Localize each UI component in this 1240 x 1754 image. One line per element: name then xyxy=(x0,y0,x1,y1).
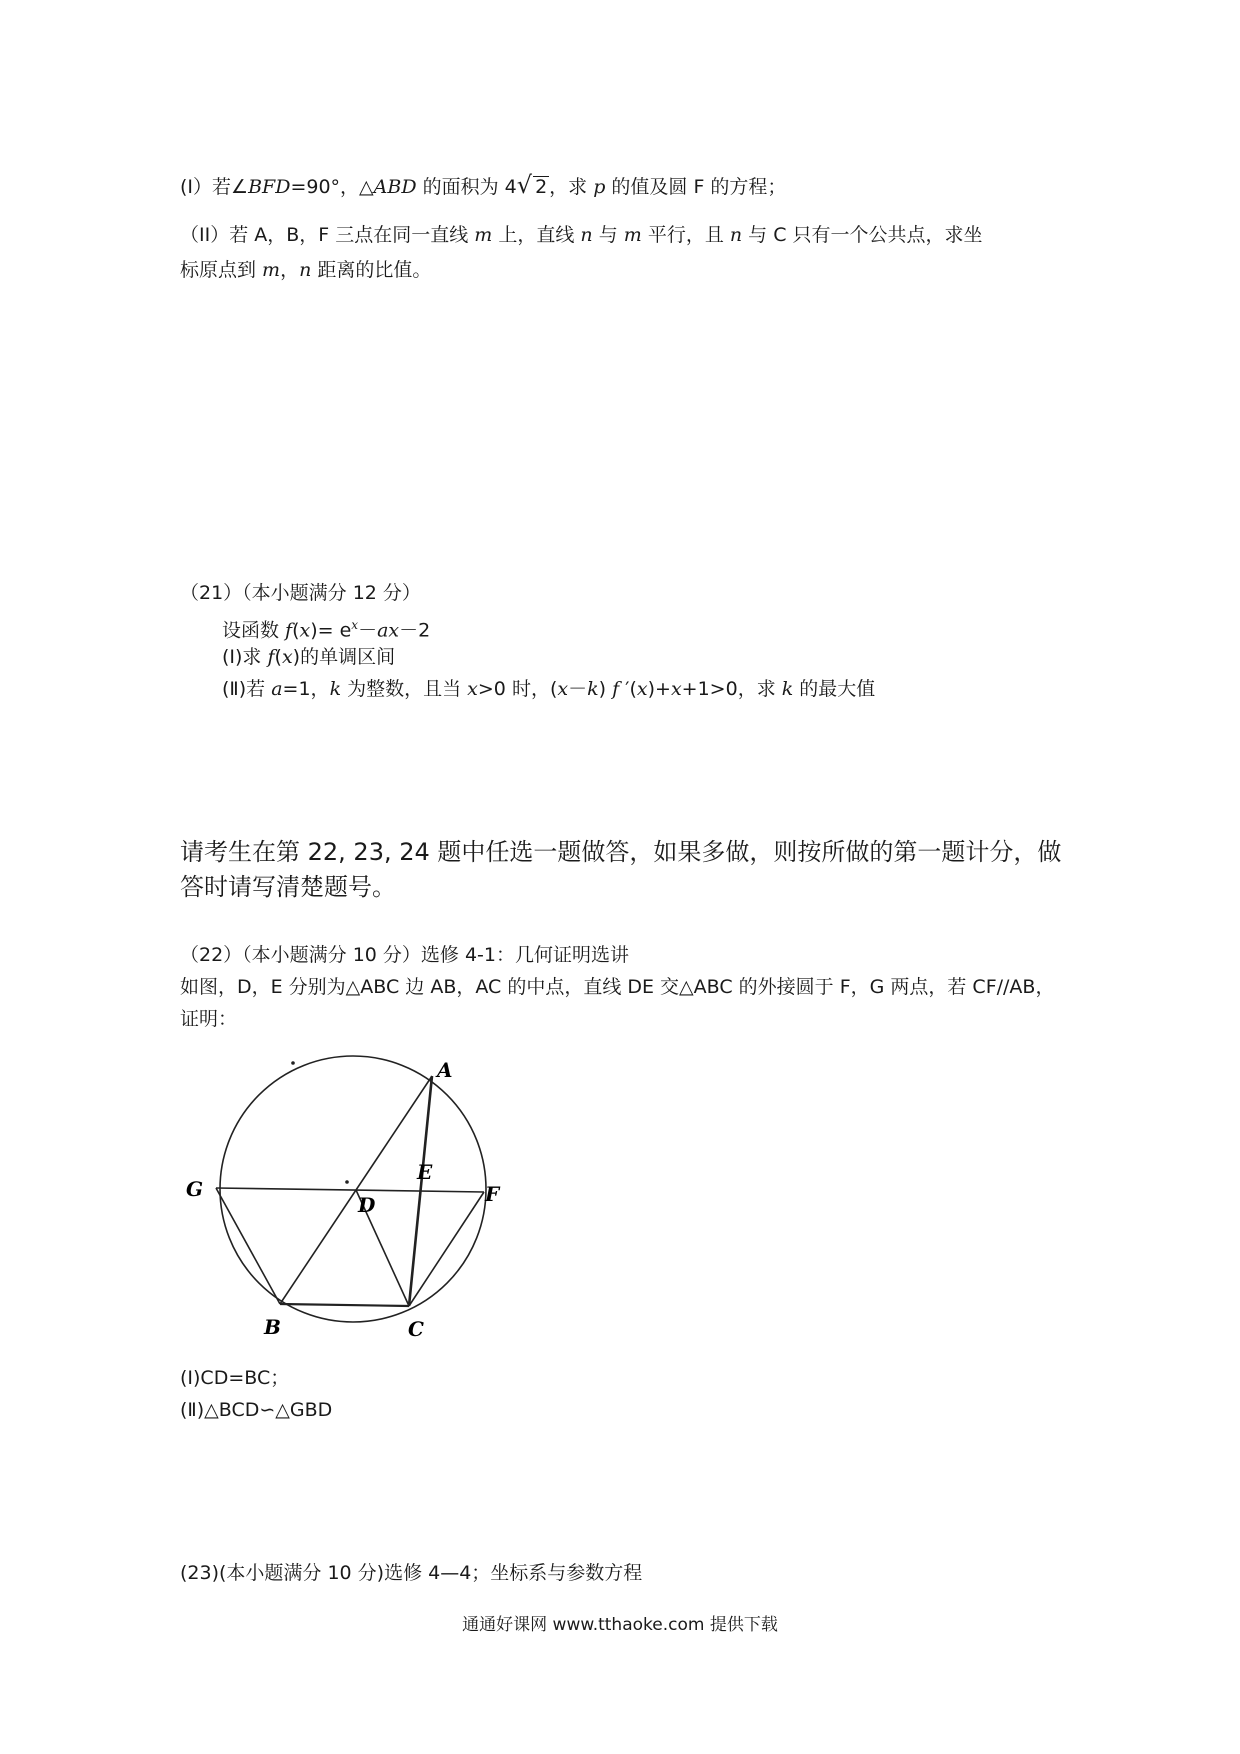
q22-part2: (Ⅱ)△BCD∽△GBD xyxy=(180,1399,333,1421)
geometry-figure xyxy=(180,1040,520,1340)
q20-part1: (I）若∠BFD=90°，△ABD 的面积为 4√ 2 ，求 p 的值及圆 F 的方程； xyxy=(180,171,787,199)
q22-body-line2: 证明： xyxy=(180,1008,238,1030)
q22-header: （22）（本小题满分 10 分）选修 4-1：几何证明选讲 xyxy=(180,944,630,966)
q21-part2: (Ⅱ)若 a=1，k 为整数，且当 x>0 时，(x－k) f ′(x)+x+1>0，求 k 的最大值 xyxy=(222,678,876,700)
footer-source: 通通好课网 www.tthaoke.com 提供下载 xyxy=(462,1615,778,1635)
label-f: F xyxy=(485,1182,500,1206)
segment-gf xyxy=(216,1188,484,1192)
sqrt-sign: √ xyxy=(516,171,533,199)
label-c: C xyxy=(408,1317,424,1340)
q22-part1: (Ⅰ)CD=BC； xyxy=(180,1367,290,1389)
dot-top xyxy=(291,1061,295,1065)
label-b: B xyxy=(264,1315,281,1339)
dot-center xyxy=(345,1180,349,1184)
q21-function: 设函数 $f(x)= e^x-ax-2$ xyxy=(222,618,431,642)
segment-cf xyxy=(409,1192,484,1306)
label-e: E xyxy=(417,1160,433,1184)
q22-body-line1: 如图，D，E 分别为△ABC 边 AB，AC 的中点，直线 DE 交△ABC 的外接圆于 F，G 两点，若 CF//AB， xyxy=(180,976,1055,998)
segment-bc xyxy=(280,1304,409,1306)
q20-part2-cont: 标原点到 m，n 距离的比值。 xyxy=(180,259,432,281)
label-d: D xyxy=(358,1193,376,1217)
instruction-line2: 答时请写清楚题号。 xyxy=(180,873,396,901)
segment-gb xyxy=(216,1188,280,1304)
label-a: A xyxy=(437,1058,453,1082)
q21-header: （21）（本小题满分 12 分） xyxy=(180,582,421,604)
label-g: G xyxy=(186,1177,204,1201)
instruction-line1: 请考生在第 22, 23, 24 题中任选一题做答，如果多做，则按所做的第一题计分，做 xyxy=(180,838,1062,866)
q21-part1: (Ⅰ)求 f(x)的单调区间 xyxy=(222,646,396,668)
q20-part2: （II）若 A，B，F 三点在同一直线 m 上，直线 n 与 m 平行，且 n 与 C 只有一个公共点，求坐 xyxy=(180,224,983,246)
q23-header: (23)(本小题满分 10 分)选修 4—4；坐标系与参数方程 xyxy=(180,1562,643,1584)
